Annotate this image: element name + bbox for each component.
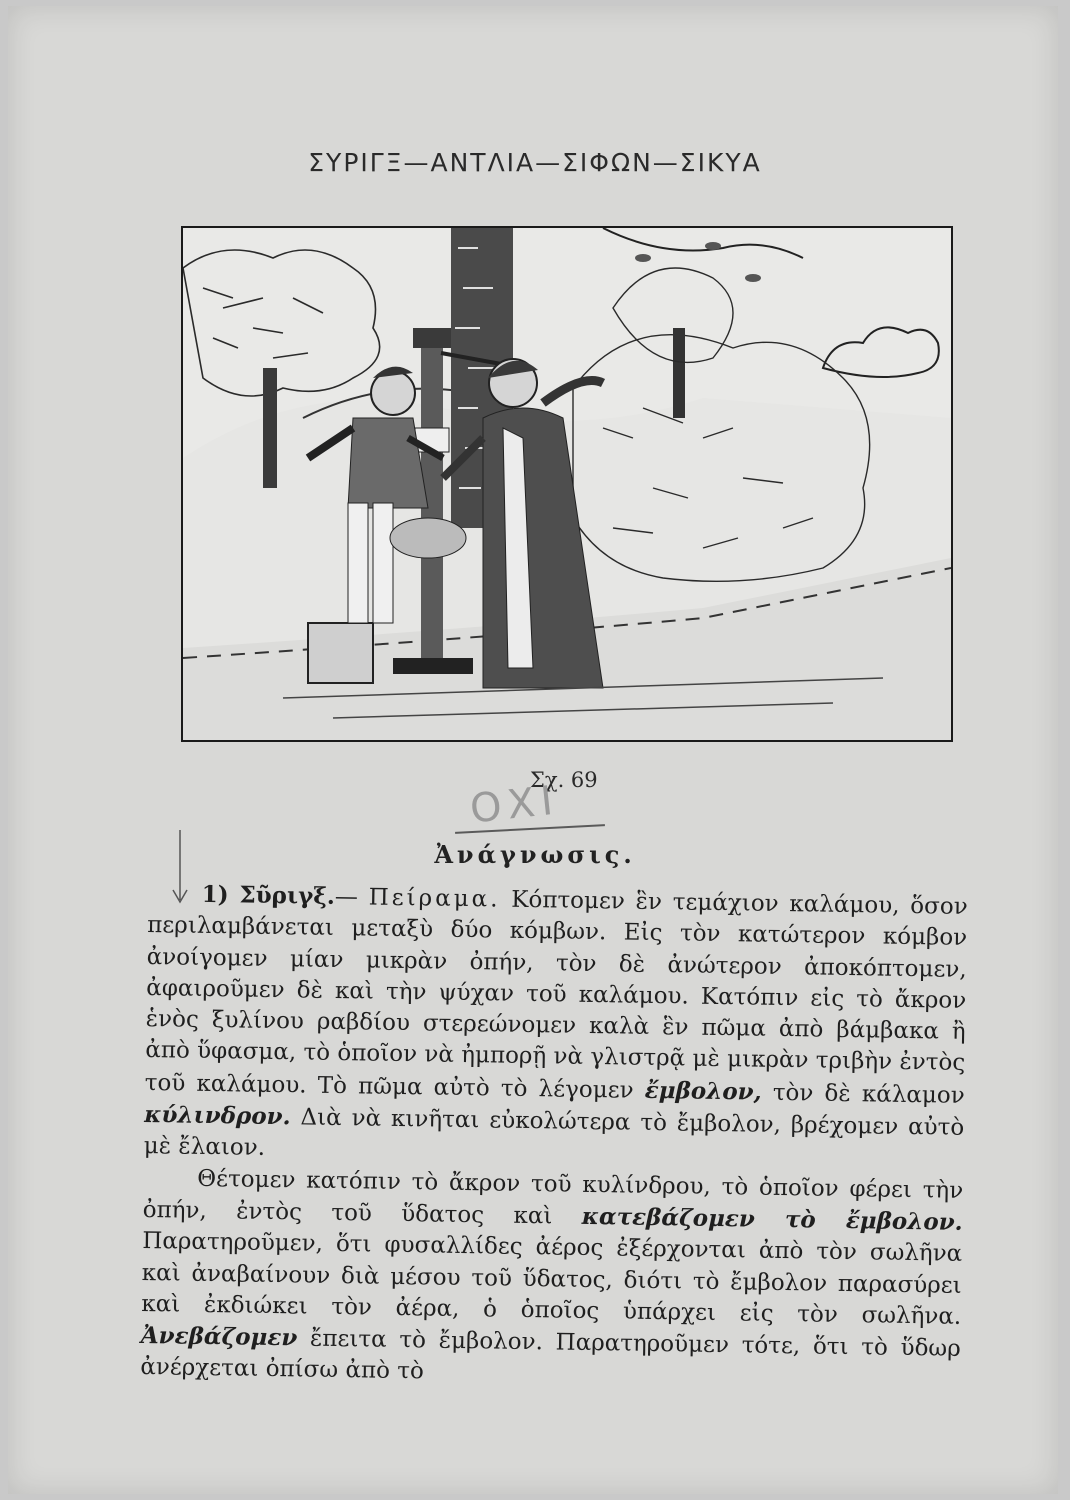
paragraph-piston-experiment (140, 1163, 963, 1397)
text-run: Παρατηροῦμεν, ὅτι φυσαλλίδες ἀέρος ἐξέρχονται ἀπὸ τὸν σωλῆνα καὶ ἀναβαίνουν διὰ μέσου τοῦ ὕδατος, διότι τὸ ἔμβολον παρασύρει καὶ ἐκδιώκει τὸν ἀέρα, ὁ ὁποῖος ὑπάρχει εἰς τὸν σωλῆνα. (141, 1228, 963, 1330)
running-head: ΣΥΡΙΓΞ—ΑΝΤΛΙΑ—ΣΙΦΩΝ—ΣΙΚΥΑ (308, 148, 762, 177)
illustration-pump-scene (181, 226, 953, 742)
term-raise: Ἀνεβάζομεν (140, 1322, 298, 1352)
text-run: Διὰ νὰ κινῆται εὐκολώτερα τὸ ἔμβολον, βρέχομεν αὐτὸ μὲ ἔλαιον. (143, 1104, 965, 1162)
term-piston: ἔμβολον, (644, 1076, 762, 1106)
body-text (140, 878, 968, 1397)
figure-caption: Σχ. 69 (530, 768, 598, 792)
text-run: Κόπτομεν ἓν τεμάχιον καλάμου, ὅσον περιλαμβάνεται μεταξὺ δύο κόμβων. Εἰς τὸν κατώτερον κόμβον ἀνοίγομεν μίαν μικρὰν ὀπήν, τὸν δὲ ἀνώτερον ἀποκόπτομεν, ἀφαιροῦμεν δὲ καὶ τὴν ψύχαν τοῦ καλάμου. Κατόπιν εἰς τὸ ἄκρον ἑνὸς ξυλίνου ραβδίου στερεώνομεν καλὰ ἓν πῶμα ἀπὸ βάμβακα ἢ ἀπὸ ὕφασμα, τὸ ὁποῖον νὰ ἠμπορῇ νὰ γλιστρᾷ μὲ μικρὰν τριβὴν ἐντὸς τοῦ καλάμου. Τὸ πῶμα αὐτὸ τὸ λέγομεν (144, 886, 968, 1104)
text-run: Θέτομεν κατόπιν τὸ ἄκρον τοῦ κυλίνδρου, τὸ ὁποῖον φέρει τὴν ὀπήν, ἐντὸς τοῦ ὕδατος καὶ (142, 1165, 964, 1230)
engraving-drawing (183, 228, 951, 740)
handwritten-note: ΟΧΙ (467, 777, 561, 833)
term-lower-piston: κατεβάζομεν τὸ ἔμβολον. (581, 1202, 963, 1236)
item-number: 1) (201, 880, 229, 909)
term-cylinder: κύλινδρον. (144, 1101, 291, 1131)
text-run: τὸν δὲ κάλαμον (761, 1079, 965, 1109)
section-title: Ἀνάγνωσις. (434, 840, 636, 869)
paragraph-syringe (144, 878, 968, 1176)
text-run: ἔπειτα τὸ ἔμβολον. Παρατηροῦμεν τότε, ὅτι τὸ ὕδωρ ἀνέρχεται ὀπίσω ἀπὸ τὸ (140, 1325, 961, 1385)
dash: — (334, 883, 369, 911)
experiment-label: Πείραμα. (368, 884, 501, 913)
topic-heading: Σῦριγξ. (239, 881, 336, 910)
